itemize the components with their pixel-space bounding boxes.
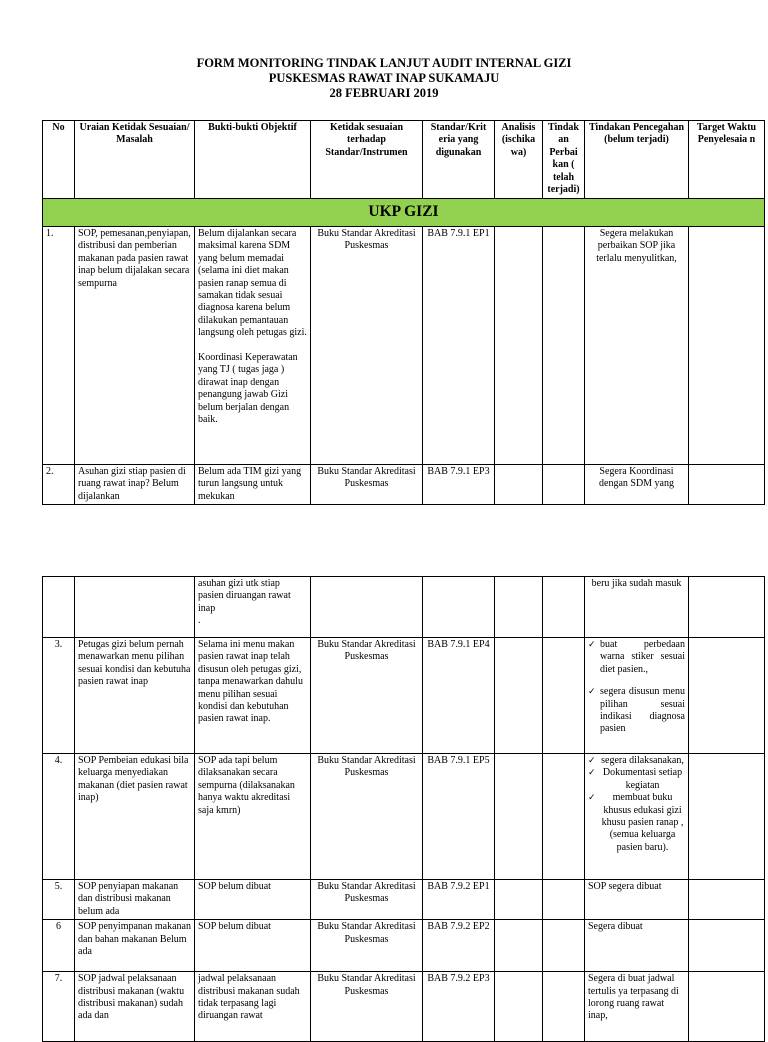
row-standar: BAB 7.9.2 EP3 xyxy=(423,972,495,1042)
row-uraian: SOP penyiapan makanan dan distribusi makanan belum ada xyxy=(75,880,195,920)
header-target-waktu: Target Waktu Penyelesaia n xyxy=(689,121,765,199)
row-tindakan-perbaikan xyxy=(543,754,585,880)
header-bukti: Bukti-bukti Objektif xyxy=(195,121,311,199)
row-analisis xyxy=(495,880,543,920)
header-tindakan-pencegahan: Tindakan Pencegahan (belum terjadi) xyxy=(585,121,689,199)
document-date: 28 FEBRUARI 2019 xyxy=(329,86,439,100)
row-bukti: Belum dijalankan secara maksimal karena SDM yang belum memadai (selama ini diet makan pasien ranap semua di samakan tidak sesuai diagnosa karena belum dilakukan pemantauan langsung oleh petugas gizi. Koordinasi Keperawatan yang TJ ( tugas jaga ) dirawat inap dengan penangung jawab Gizi belum berjalan dengan baik. xyxy=(195,227,311,465)
row-analisis xyxy=(495,754,543,880)
monitoring-table-1 xyxy=(42,120,765,505)
row-analisis xyxy=(495,638,543,754)
table-header-row xyxy=(43,121,765,199)
row-no: 6 xyxy=(43,920,75,972)
document-title-block xyxy=(0,56,768,101)
row-uraian: SOP penyimpanan makanan dan bahan makanan Belum ada xyxy=(75,920,195,972)
header-analisis: Analisis (ischika wa) xyxy=(495,121,543,199)
row-standar: BAB 7.9.1 EP1 xyxy=(423,227,495,465)
row-tindakan-perbaikan xyxy=(543,880,585,920)
row-target xyxy=(689,577,765,638)
table-row xyxy=(43,920,765,972)
row-target xyxy=(689,227,765,465)
row-bukti: Selama ini menu makan pasien rawat inap telah disusun oleh petugas gizi, tanpa menawarkan dahulu menu pilihan sesuai kondisi dan kebutuhan pasien rawat inap. xyxy=(195,638,311,754)
row-tindakan-perbaikan xyxy=(543,227,585,465)
table-row xyxy=(43,972,765,1042)
header-tindakan-perbaikan: Tindak an Perbai kan ( telah terjadi) xyxy=(543,121,585,199)
row-tindakan-pencegahan: Segera Koordinasi dengan SDM yang xyxy=(585,465,689,505)
row-target xyxy=(689,638,765,754)
row-tindakan-pencegahan: Segera di buat jadwal tertulis ya terpasang di lorong ruang rawat inap, xyxy=(585,972,689,1042)
row-no: 3. xyxy=(43,638,75,754)
row-uraian xyxy=(75,577,195,638)
row-analisis xyxy=(495,465,543,505)
row-bukti: jadwal pelaksanaan distribusi makanan sudah tidak terpasang lagi diruangan rawat xyxy=(195,972,311,1042)
checklist-item: ✓ Dokumentasi setiap kegiatan xyxy=(588,767,685,792)
header-uraian: Uraian Ketidak Sesuaian/ Masalah xyxy=(75,121,195,199)
row-uraian: Asuhan gizi stiap pasien di ruang rawat inap? Belum dijalankan xyxy=(75,465,195,505)
table-row xyxy=(43,638,765,754)
row-standar: BAB 7.9.1 EP5 xyxy=(423,754,495,880)
header-ketidak-sesuaian: Ketidak sesuaian terhadap Standar/Instrumen xyxy=(311,121,423,199)
document-title: FORM MONITORING TINDAK LANJUT AUDIT INTERNAL GIZI xyxy=(196,56,572,70)
row-bukti: SOP belum dibuat xyxy=(195,920,311,972)
row-standar: BAB 7.9.2 EP2 xyxy=(423,920,495,972)
row-ketidak-sesuaian: Buku Standar Akreditasi Puskesmas xyxy=(311,920,423,972)
row-uraian: SOP, pemesanan,penyiapan, distribusi dan pemberian makanan pada pasien rawat inap belum dijalakan secara sempurna xyxy=(75,227,195,465)
table-row xyxy=(43,754,765,880)
row-target xyxy=(689,465,765,505)
row-bukti: asuhan gizi utk stiap pasien diruangan rawat inap . xyxy=(195,577,311,638)
row-tindakan-pencegahan: Segera melakukan perbaikan SOP jika terlalu menyulitkan, xyxy=(585,227,689,465)
row-tindakan-pencegahan: Segera dibuat xyxy=(585,920,689,972)
row-ketidak-sesuaian: Buku Standar Akreditasi Puskesmas xyxy=(311,972,423,1042)
row-ketidak-sesuaian: Buku Standar Akreditasi Puskesmas xyxy=(311,638,423,754)
row-target xyxy=(689,880,765,920)
row-tindakan-perbaikan xyxy=(543,638,585,754)
row-tindakan-perbaikan xyxy=(543,972,585,1042)
row-ketidak-sesuaian: Buku Standar Akreditasi Puskesmas xyxy=(311,465,423,505)
section-title: UKP GIZI xyxy=(43,199,765,227)
row-tindakan-pencegahan xyxy=(585,638,689,754)
row-uraian: SOP Pembeian edukasi bila keluarga menyediakan makanan (diet pasien rawat inap) xyxy=(75,754,195,880)
table-row xyxy=(43,227,765,465)
checklist-item: ✓ buat perbedaan warna stiker sesuai diet pasien., xyxy=(588,639,685,676)
row-ketidak-sesuaian: Buku Standar Akreditasi Puskesmas xyxy=(311,754,423,880)
row-bukti: SOP belum dibuat xyxy=(195,880,311,920)
row-no: 1. xyxy=(43,227,75,465)
row-standar: BAB 7.9.1 EP3 xyxy=(423,465,495,505)
document-subtitle: PUSKESMAS RAWAT INAP SUKAMAJU xyxy=(268,71,500,85)
row-tindakan-pencegahan xyxy=(585,754,689,880)
row-target xyxy=(689,754,765,880)
row-no: 2. xyxy=(43,465,75,505)
row-uraian: Petugas gizi belum pernah menawarkan menu pilihan sesuai kondisi dan kebutuha pasien rawat inap xyxy=(75,638,195,754)
header-no: No xyxy=(43,121,75,199)
row-analisis xyxy=(495,577,543,638)
monitoring-table-2 xyxy=(42,576,765,1042)
row-bukti: Belum ada TIM gizi yang turun langsung untuk mekukan xyxy=(195,465,311,505)
row-ketidak-sesuaian: Buku Standar Akreditasi Puskesmas xyxy=(311,227,423,465)
table-row-continued xyxy=(43,577,765,638)
checklist-item: ✓ segera dilaksanakan, xyxy=(588,755,685,767)
row-standar: BAB 7.9.1 EP4 xyxy=(423,638,495,754)
row-analisis xyxy=(495,972,543,1042)
header-standar: Standar/Krit eria yang digunakan xyxy=(423,121,495,199)
row-tindakan-pencegahan: SOP segera dibuat xyxy=(585,880,689,920)
row-analisis xyxy=(495,920,543,972)
table-row xyxy=(43,880,765,920)
row-no: 5. xyxy=(43,880,75,920)
row-uraian: SOP jadwal pelaksanaan distribusi makanan (waktu distribusi makanan) sudah ada dan xyxy=(75,972,195,1042)
row-bukti: SOP ada tapi belum dilaksanakan secara sempurna (dilaksanakan hanya waktu akreditasi saja kmrn) xyxy=(195,754,311,880)
checklist-item: ✓ segera disusun menu pilihan sesuai indikasi diagnosa pasien xyxy=(588,686,685,736)
row-ketidak-sesuaian: Buku Standar Akreditasi Puskesmas xyxy=(311,880,423,920)
row-standar xyxy=(423,577,495,638)
row-target xyxy=(689,972,765,1042)
section-band-ukp-gizi xyxy=(43,199,765,227)
row-ketidak-sesuaian xyxy=(311,577,423,638)
row-no: 7. xyxy=(43,972,75,1042)
row-tindakan-perbaikan xyxy=(543,465,585,505)
row-target xyxy=(689,920,765,972)
row-no: 4. xyxy=(43,754,75,880)
checklist-item: ✓ membuat buku khusus edukasi gizi khusu pasien ranap , (semua keluarga pasien baru). xyxy=(588,792,685,854)
row-tindakan-pencegahan: beru jika sudah masuk xyxy=(585,577,689,638)
row-tindakan-perbaikan xyxy=(543,577,585,638)
row-no xyxy=(43,577,75,638)
row-standar: BAB 7.9.2 EP1 xyxy=(423,880,495,920)
row-tindakan-perbaikan xyxy=(543,920,585,972)
table-row xyxy=(43,465,765,505)
row-analisis xyxy=(495,227,543,465)
